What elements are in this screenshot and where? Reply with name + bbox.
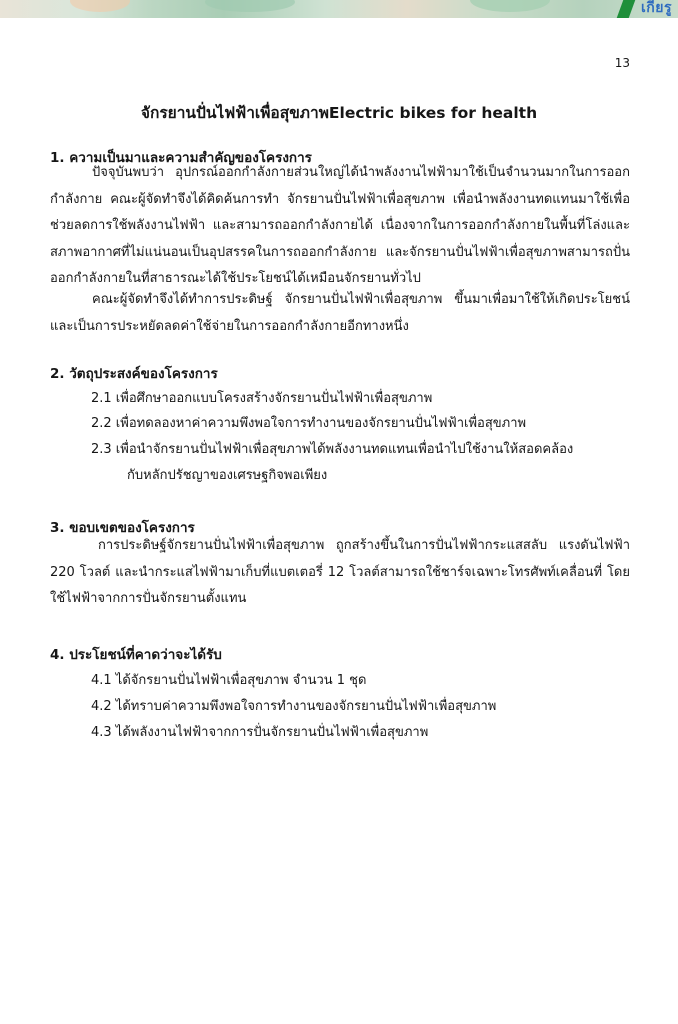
benefit-item-4-2: 4.2 ได้ทราบค่าความพึงพอใจการทำงานของจักรยานปั่นไฟฟ้าเพื่อสุขภาพ xyxy=(91,699,497,714)
objective-item-2-1: 2.1 เพื่อศึกษาออกแบบโครงสร้างจักรยานปั่นไฟฟ้าเพื่อสุขภาพ xyxy=(91,391,433,406)
section-4-heading: 4. ประโยชน์ที่คาดว่าจะได้รับ xyxy=(50,647,222,663)
decorative-blob xyxy=(470,0,550,12)
cover-graphic-strip xyxy=(0,0,678,18)
decorative-blob xyxy=(70,0,130,12)
section-3-paragraph: การประดิษฐ์จักรยานปั่นไฟฟ้าเพื่อสุขภาพ ถูกสร้างขึ้นในการปั่นไฟฟ้ากระแสสลับ แรงดันไฟฟ้า 220 โวลต์ และนำกระแสไฟฟ้ามาเก็บที่แบตเตอรี่ 12 โวลต์สามารถใช้ชาร์จเฉพาะโทรศัพท์เคลื่อนที่ โดยใช้ไฟฟ้าจากการปั่นจักรยานตั้งแทน xyxy=(50,538,630,606)
section-2-heading: 2. วัตถุประสงค์ของโครงการ xyxy=(50,366,218,382)
benefit-item-4-3: 4.3 ได้พลังงานไฟฟ้าจากการปั่นจักรยานปั่นไฟฟ้าเพื่อสุขภาพ xyxy=(91,725,429,740)
objective-item-2-2: 2.2 เพื่อทดลองหาค่าความพึงพอใจการทำงานของจักรยานปั่นไฟฟ้าเพื่อสุขภาพ xyxy=(91,416,527,431)
section-1-paragraph-2: คณะผู้จัดทำจึงได้ทำการประดิษฐ์ จักรยานปั่นไฟฟ้าเพื่อสุขภาพ ขึ้นมาเพื่อมาใช้ให้เกิดประโยชน์และเป็นการประหยัดลดค่าใช้จ่ายในการออกกำลังกายอีกทางหนึ่ง xyxy=(50,292,630,334)
objective-item-2-3: 2.3 เพื่อนำจักรยานปั่นไฟฟ้าเพื่อสุขภาพได้พลังงานทดแทนเพื่อนำไปใช้งานให้สอดคล้อง xyxy=(91,442,574,457)
banner-text: เกียรู xyxy=(641,0,672,16)
decorative-blob xyxy=(205,0,295,12)
section-3-heading: 3. ขอบเขตของโครงการ xyxy=(50,520,195,536)
benefit-item-4-1: 4.1 ได้จักรยานปั่นไฟฟ้าเพื่อสุขภาพ จำนวน 1 ชุด xyxy=(91,673,367,688)
page-number: 13 xyxy=(614,56,630,70)
section-1-heading: 1. ความเป็นมาและความสำคัญของโครงการ xyxy=(50,150,312,166)
green-accent-shape xyxy=(617,0,636,18)
document-title: จักรยานปั่นไฟฟ้าเพื่อสุขภาพElectric bikes for health xyxy=(140,104,538,122)
section-1-paragraph-1: ปัจจุบันพบว่า อุปกรณ์ออกกำลังกายส่วนใหญ่ได้นำพลังงานไฟฟ้ามาใช้เป็นจำนวนมากในการออกกำลังกาย คณะผู้จัดทำจึงได้คิดค้นการทำ จักรยานปั่นไฟฟ้าเพื่อสุขภาพ เพื่อนำพลังงานทดแทนมาใช้เพื่อช่วยลดการใช้พลังงานไฟฟ้า และสามารถออกกำลังกายได้ เนื่องจากในการออกกำลังกายในพื้นที่โล่งและสภาพอากาศที่ไม่แน่นอนเป็นอุปสรรคในการถออกกำลังกาย และจักรยานปั่นไฟฟ้าเพื่อสุขภาพสามารถปั่นออกกำลังกายในที่สาธารณะได้ใช้ประโยชน์ได้เหมือนจักรยานทั่วไป xyxy=(50,165,630,286)
objective-item-2-3-continuation: กับหลักปรัชญาของเศรษฐกิจพอเพียง xyxy=(127,468,328,483)
